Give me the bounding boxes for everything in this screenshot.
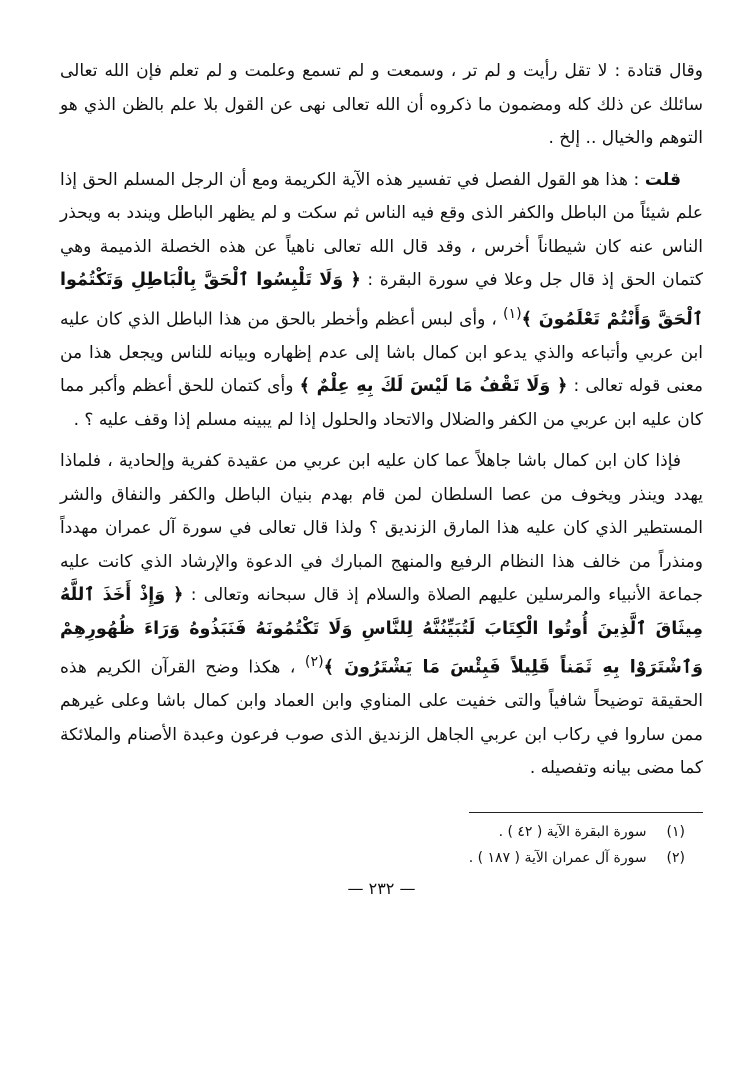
document-page	[60, 55, 703, 1077]
footnote-item	[60, 819, 685, 845]
footnote-text: سورة آل عمران الآية ( ١٨٧ ) .	[468, 849, 647, 866]
footnote-number: (٢)	[666, 849, 685, 866]
paragraph-text: فإذا كان ابن كمال باشا جاهلاً عما كان عليه ابن عربي من عقيدة كفرية وإلحادية ، فلماذا يهدد وينذر ويخوف من عصا السلطان لمن قام بهدم بنيان الباطل والكفر والنفاق والشر المستطير الذي كان عليه هذا المارق الزنديق ؟ ولذا قال تعالى في سورة آل عمران مهدداً ومنذراً من خالف هذا النظام الرفيع والمنهج المبارك في الدعوة والإرشاد الذي كانت عليه جماعة الأنبياء والمرسلين عليهم الصلاة والسلام إذ قال سبحانه وتعالى :	[60, 451, 703, 606]
footnote-ref: (١)	[503, 305, 522, 322]
paragraph-text: ، وأى لبس أعظم وأخطر بالحق من هذا الباطل الذي كان عليه ابن عربي وأتباعه والذي يدعو ابن كمال باشا إلى عدم إظهاره وبيانه للناس ويجعل هذا من معنى قوله تعالى :	[60, 309, 703, 397]
footnote-ref: (٢)	[304, 654, 324, 671]
paragraph-qatada	[60, 55, 703, 156]
footnote-text: سورة البقرة الآية ( ٤٢ ) .	[498, 823, 647, 840]
paragraph-text: وقال قتادة : لا تقل رأيت و لم تر ، وسمعت و لم تسمع وعلمت و لم تعلم فإن الله تعالى سائلك عن ذلك كله ومضمون ما ذكروه أن الله تعالى نهى عن القول بلا علم بالظن الذي هو التوهم والخيال .. إلخ .	[60, 61, 703, 148]
paragraph-text: وأى كتمان للحق أعظم وأكبر مما كان عليه ابن عربي من الكفر والضلال والاتحاد والحلول إذا لم يبينه مسلم إذا وقف عليه ؟ .	[60, 376, 703, 430]
paragraph-qultu	[60, 164, 703, 438]
footnote-item	[60, 845, 685, 871]
quran-verse: ﴿ وَلَا تَلْبِسُوا ٱلْحَقَّ بِالْبَاطِلِ وَتَكْتُمُوا ٱلْحَقَّ وَأَنْتُمْ تَعْلَمُونَ ﴾	[60, 270, 703, 330]
paragraph-text: ، هكذا وضح القرآن الكريم هذه الحقيقة توضيحاً شافياً والتى خفيت على المناوي وابن العماد وابن كمال باشا وعلى غيرهم ممن ساروا في ركاب ابن عربي الجاهل الزنديق الذى صوب فرعون وعبدة الأصنام والملائكة كما مضى بيانه وتفصيله .	[60, 657, 703, 779]
quran-verse: ﴿ وَلَا تَقْفُ مَا لَيْسَ لَكَ بِهِ عِلْمٌ ﴾	[299, 376, 568, 397]
footnote-number: (١)	[666, 823, 685, 840]
paragraph-text: : هذا هو القول الفصل في تفسير هذه الآية الكريمة ومع أن الرجل المسلم الحق إذا علم شيئاً من الباطل والكفر الذى وقع فيه الناس ثم سكت و لم يظهر الباطل ويندد به ويحذر الناس عنه كان شيطاناً أخرس ، وقد قال الله تعالى ناهياً عن هذه الخصلة الذميمة وهي كتمان الحق إذ قال جل وعلا في سورة البقرة :	[60, 169, 703, 290]
lead-word: قلت	[644, 169, 681, 190]
paragraph-ibn-kamal	[60, 445, 703, 786]
footnotes	[60, 819, 703, 871]
quran-verse: ﴿ وَإِذْ أَخَذَ ٱللَّهُ مِيثَاقَ ٱلَّذِينَ أُوتُوا الْكِتَابَ لَتُبَيِّنُنَّهُ لِلنَّاسِ وَلَا تَكْتُمُونَهُ فَنَبَذُوهُ وَرَاءَ ظُهُورِهِمْ وَٱشْتَرَوْا بِهِ ثَمَناً قَلِيلاً فَبِئْسَ مَا يَشْتَرُونَ ﴾	[60, 585, 703, 678]
page-number: — ٢٣٢ —	[347, 878, 416, 898]
footnote-separator	[469, 812, 703, 813]
